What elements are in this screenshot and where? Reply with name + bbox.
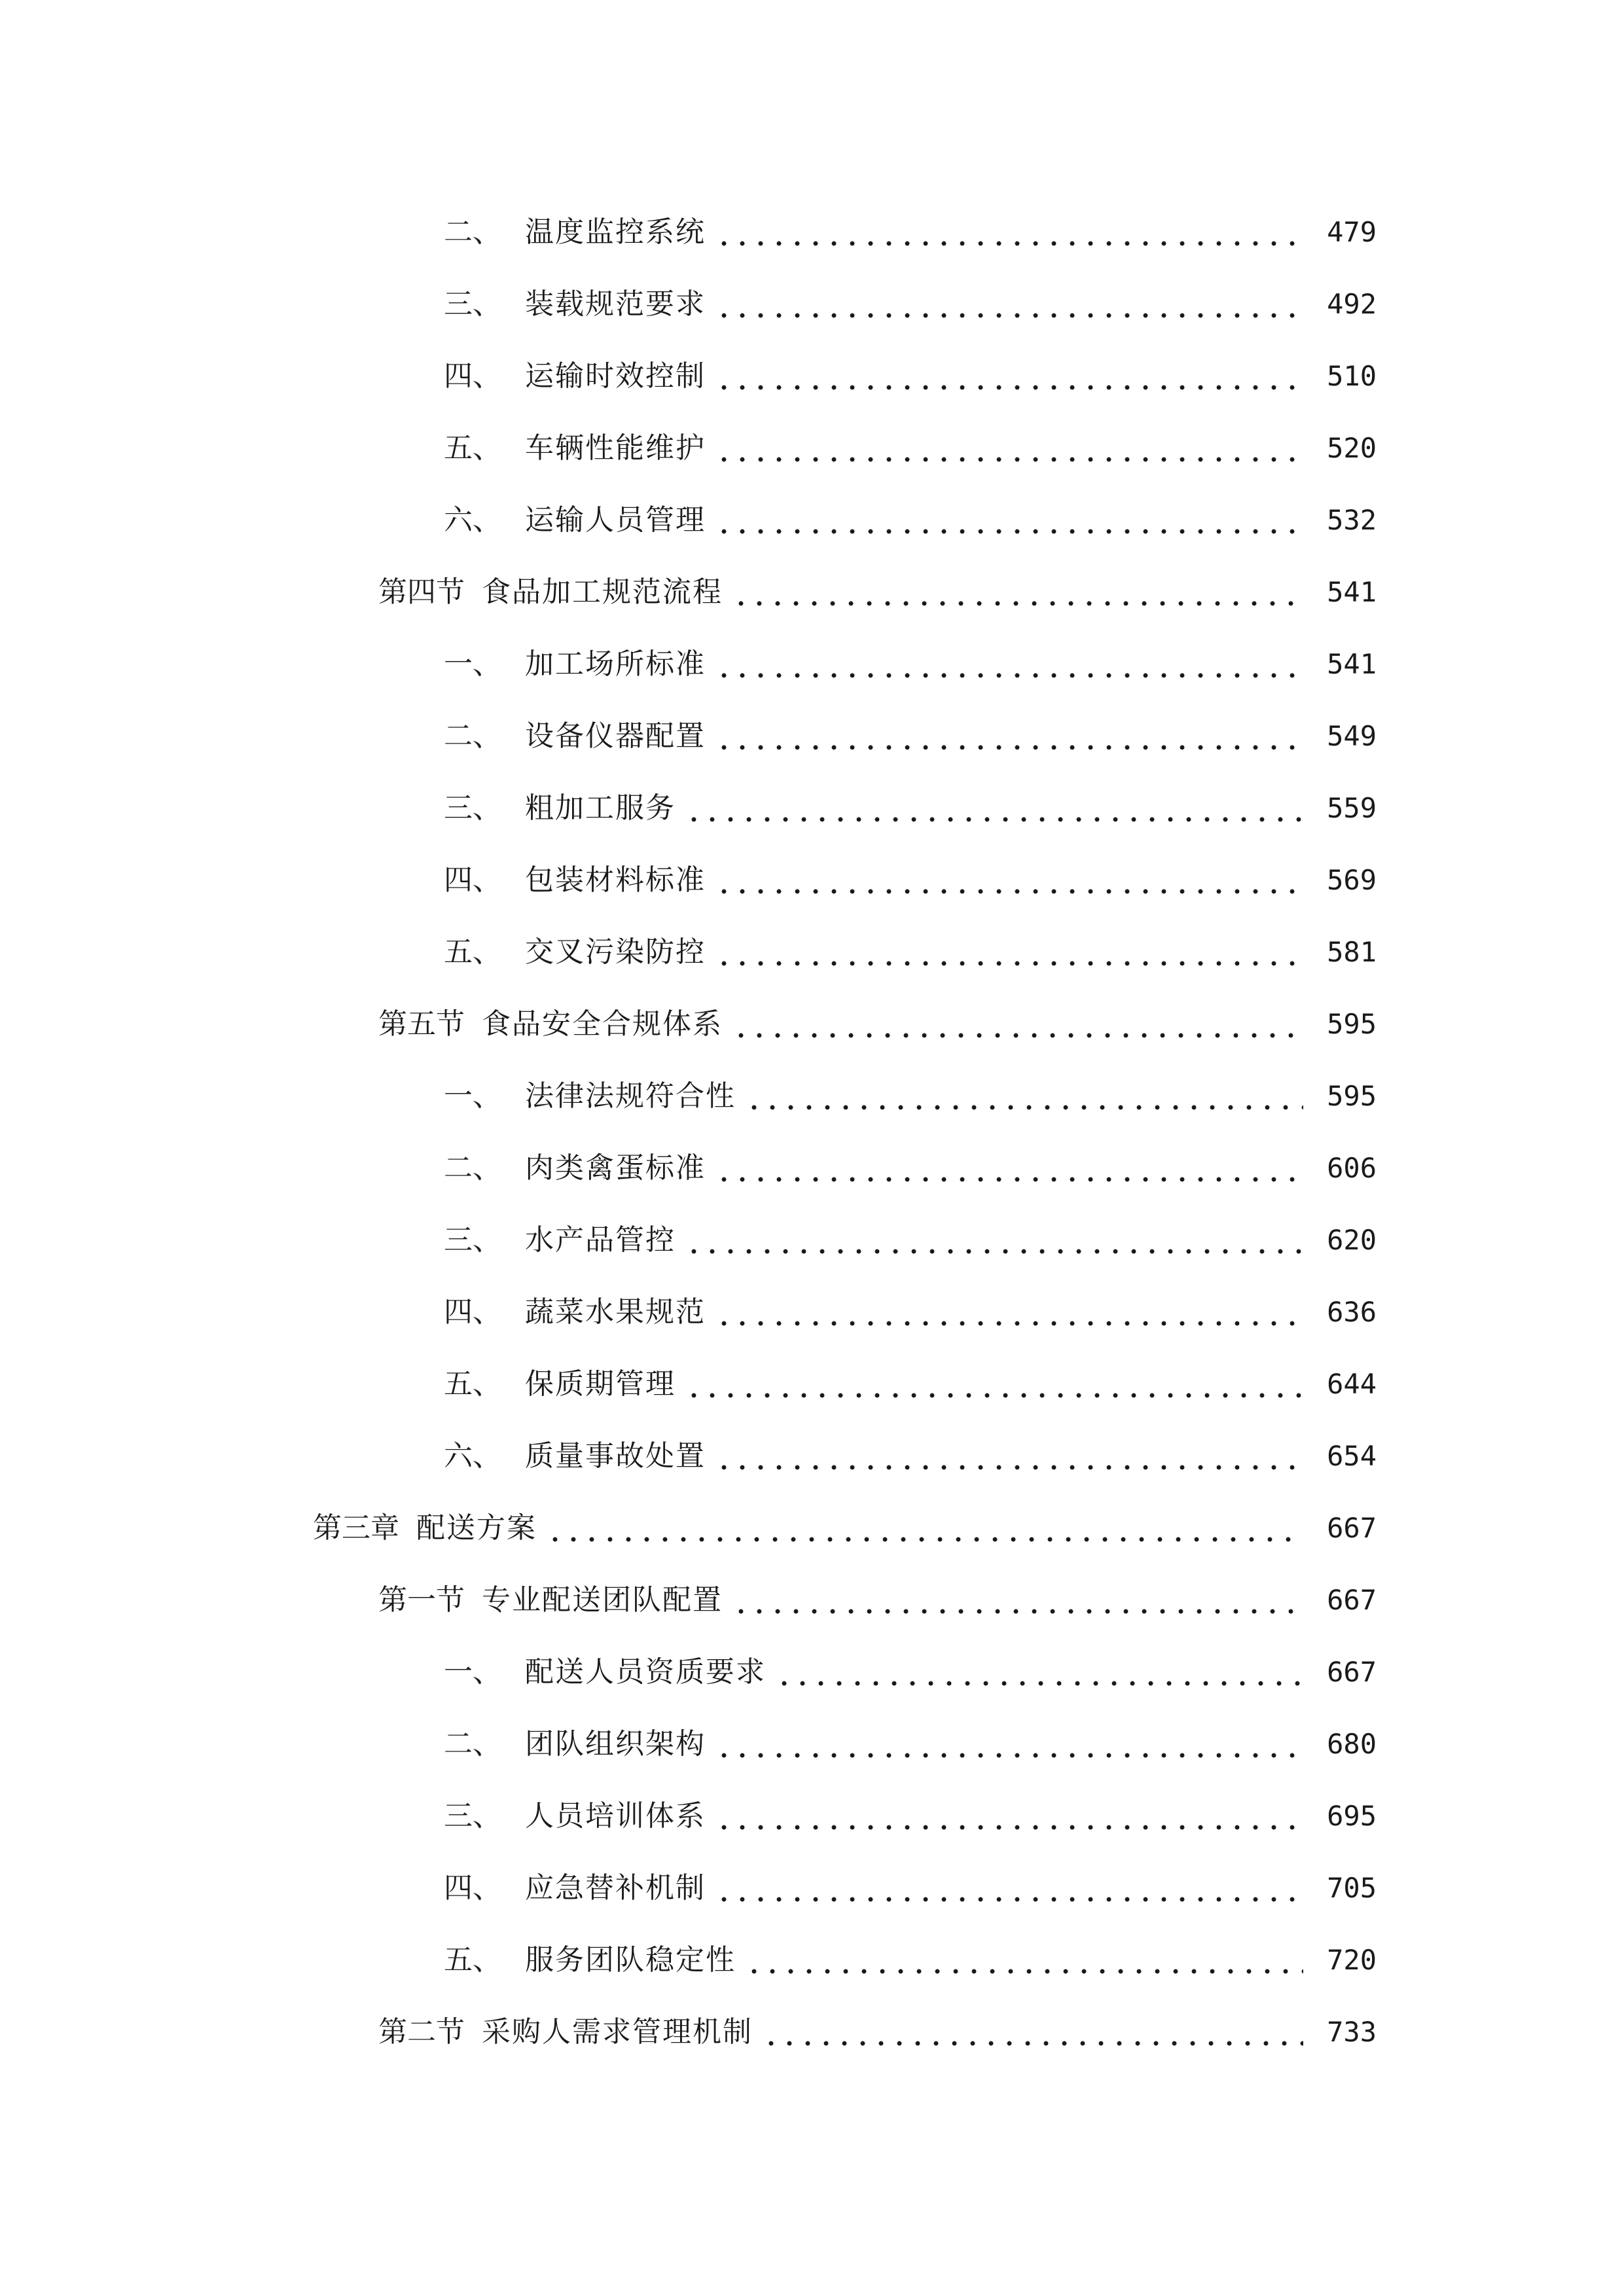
entry-number: 三、 [444,287,501,321]
toc-entry[interactable] [0,484,1624,556]
entry-title: 服务团队稳定性 [525,1943,736,1977]
toc-entry[interactable] [0,1060,1624,1132]
entry-page-number: 520 [1327,432,1377,464]
entry-title: 应急替补机制 [525,1871,706,1905]
entry-number: 四、 [444,359,501,393]
entry-title: 法律法规符合性 [525,1079,736,1113]
toc-entry[interactable] [0,916,1624,988]
toc-entry[interactable] [0,844,1624,916]
entry-title: 水产品管控 [525,1223,676,1257]
entry-page-number: 581 [1327,936,1377,968]
dot-leader [685,794,1303,823]
dot-leader [715,1874,1303,1903]
entry-title: 专业配送团队配置 [482,1583,723,1617]
entry-number: 第五节 [378,1007,465,1041]
toc-entry[interactable] [0,1636,1624,1708]
dot-leader [715,722,1303,751]
entry-number: 第四节 [378,575,465,609]
toc-entry[interactable] [0,1708,1624,1780]
dot-leader [715,1802,1303,1831]
entry-page-number: 541 [1327,648,1377,680]
entry-page-number: 595 [1327,1080,1377,1112]
toc-entry[interactable] [0,1204,1624,1276]
toc-entry[interactable] [0,340,1624,412]
entry-number: 一、 [444,1655,501,1689]
dot-leader [715,1298,1303,1327]
entry-page-number: 595 [1327,1008,1377,1040]
toc-entry[interactable] [0,1276,1624,1348]
entry-page-number: 695 [1327,1800,1377,1832]
entry-number: 四、 [444,863,501,897]
entry-number: 二、 [444,719,501,753]
entry-page-number: 549 [1327,720,1377,752]
toc-entry[interactable] [0,1564,1624,1636]
dot-leader [715,938,1303,967]
dot-leader [732,1010,1303,1039]
entry-page-number: 620 [1327,1224,1377,1256]
dot-leader [715,290,1303,319]
dot-leader [732,1586,1303,1615]
dot-leader [745,1946,1303,1975]
entry-title: 运输时效控制 [525,359,706,393]
toc-entry[interactable] [0,988,1624,1060]
toc-entry[interactable] [0,1996,1624,2068]
entry-page-number: 510 [1327,360,1377,392]
entry-number: 五、 [444,1367,501,1401]
entry-page-number: 720 [1327,1944,1377,1976]
entry-page-number: 667 [1327,1656,1377,1688]
entry-title: 车辆性能维护 [525,431,706,465]
entry-number: 一、 [444,1079,501,1113]
dot-leader [715,218,1303,247]
entry-title: 配送方案 [416,1511,537,1545]
entry-title: 食品加工规范流程 [482,575,723,609]
entry-title: 蔬菜水果规范 [525,1295,706,1329]
entry-title: 采购人需求管理机制 [482,2015,753,2049]
entry-number: 五、 [444,935,501,969]
entry-title: 温度监控系统 [525,215,706,249]
toc-entry[interactable] [0,700,1624,772]
entry-number: 第三章 [313,1511,399,1545]
toc-entry[interactable] [0,1348,1624,1420]
dot-leader [685,1370,1303,1399]
dot-leader [715,1730,1303,1759]
toc-entry[interactable] [0,628,1624,700]
entry-number: 三、 [444,791,501,825]
dot-leader [685,1226,1303,1255]
entry-page-number: 492 [1327,288,1377,320]
entry-page-number: 559 [1327,792,1377,824]
entry-title: 粗加工服务 [525,791,676,825]
dot-leader [715,866,1303,895]
entry-number: 二、 [444,215,501,249]
entry-title: 保质期管理 [525,1367,676,1401]
toc-entry[interactable] [0,1132,1624,1204]
toc-entry[interactable] [0,772,1624,844]
dot-leader [715,506,1303,535]
toc-entry[interactable] [0,196,1624,268]
toc-entry[interactable] [0,1492,1624,1564]
entry-number: 一、 [444,647,501,681]
entry-number: 三、 [444,1223,501,1257]
entry-number: 四、 [444,1871,501,1905]
entry-title: 交叉污染防控 [525,935,706,969]
entry-page-number: 636 [1327,1296,1377,1328]
toc-entry[interactable] [0,1924,1624,1996]
toc-entry[interactable] [0,556,1624,628]
entry-number: 第二节 [378,2015,465,2049]
entry-title: 人员培训体系 [525,1799,706,1833]
dot-leader [715,1154,1303,1183]
dot-leader [762,2018,1303,2047]
entry-title: 肉类禽蛋标准 [525,1151,706,1185]
dot-leader [715,362,1303,391]
entry-number: 二、 [444,1151,501,1185]
table-of-contents [0,196,1624,2068]
entry-title: 食品安全合规体系 [482,1007,723,1041]
entry-title: 包装材料标准 [525,863,706,897]
toc-entry[interactable] [0,412,1624,484]
entry-number: 第一节 [378,1583,465,1617]
dot-leader [745,1082,1303,1111]
dot-leader [715,434,1303,463]
entry-title: 质量事故处置 [525,1439,706,1473]
entry-title: 配送人员资质要求 [525,1655,766,1689]
toc-entry[interactable] [0,1420,1624,1492]
dot-leader [715,650,1303,679]
entry-number: 五、 [444,431,501,465]
entry-page-number: 479 [1327,216,1377,248]
entry-page-number: 667 [1327,1584,1377,1616]
dot-leader [775,1658,1303,1687]
dot-leader [715,1442,1303,1471]
toc-entry[interactable] [0,1780,1624,1852]
entry-page-number: 733 [1327,2016,1377,2048]
dot-leader [546,1514,1303,1543]
entry-page-number: 654 [1327,1440,1377,1472]
entry-title: 团队组织架构 [525,1727,706,1761]
entry-number: 五、 [444,1943,501,1977]
entry-page-number: 606 [1327,1152,1377,1184]
entry-title: 运输人员管理 [525,503,706,537]
toc-entry[interactable] [0,1852,1624,1924]
entry-page-number: 532 [1327,504,1377,536]
entry-title: 设备仪器配置 [525,719,706,753]
entry-number: 二、 [444,1727,501,1761]
entry-title: 加工场所标准 [525,647,706,681]
dot-leader [732,578,1303,607]
entry-number: 四、 [444,1295,501,1329]
toc-entry[interactable] [0,268,1624,340]
entry-number: 三、 [444,1799,501,1833]
entry-number: 六、 [444,503,501,537]
entry-page-number: 569 [1327,864,1377,896]
entry-number: 六、 [444,1439,501,1473]
entry-title: 装载规范要求 [525,287,706,321]
entry-page-number: 667 [1327,1512,1377,1544]
entry-page-number: 644 [1327,1368,1377,1400]
entry-page-number: 541 [1327,576,1377,608]
entry-page-number: 705 [1327,1872,1377,1904]
entry-page-number: 680 [1327,1728,1377,1760]
